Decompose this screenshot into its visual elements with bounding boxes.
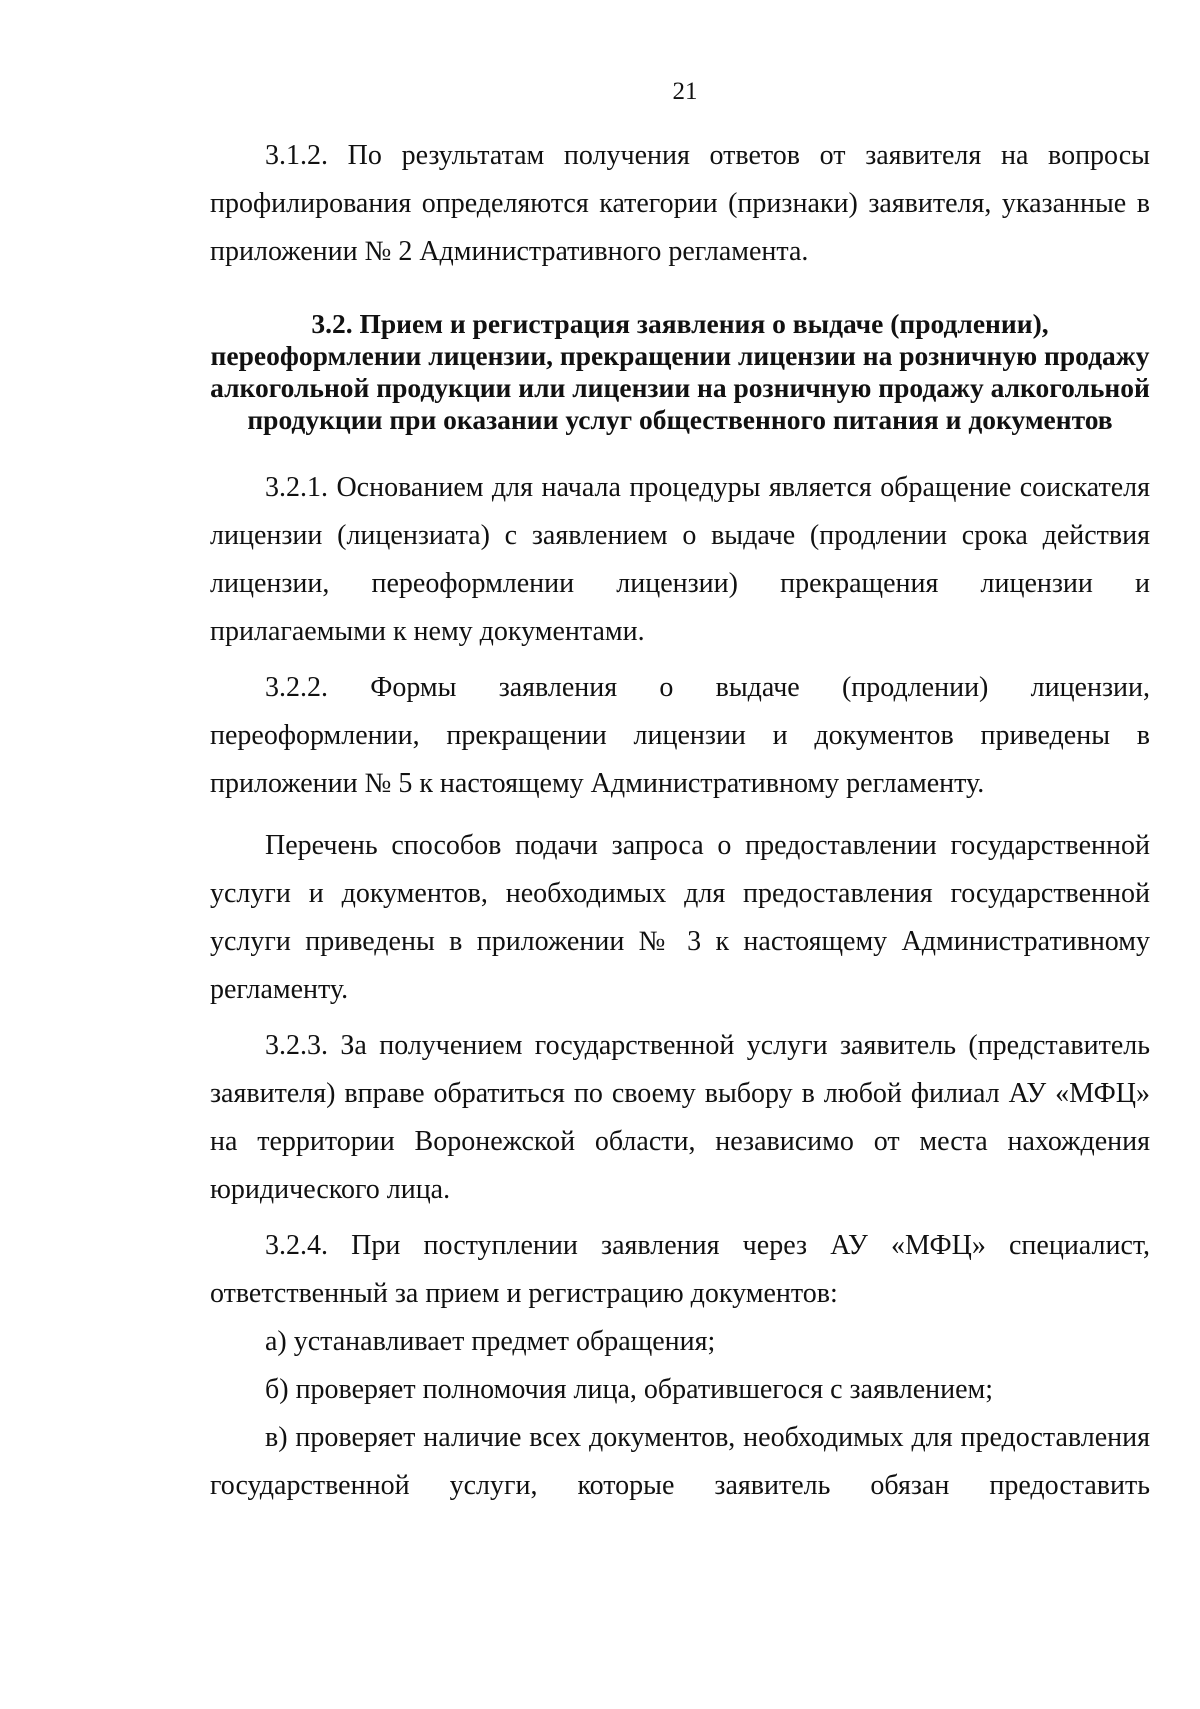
paragraph-3-2-2: 3.2.2. Формы заявления о выдаче (продлении) лицензии, переоформлении, прекращении лицензии и документов приведены в приложении № 5 к настоящему Административному регламенту.: [210, 672, 1150, 799]
paragraph-3-1-2: 3.1.2. По результатам получения ответов от заявителя на вопросы профилирования определяются категории (признаки) заявителя, указанные в приложении № 2 Административного регламента.: [210, 140, 1150, 267]
paragraph-3-2-4: 3.2.4. При поступлении заявления через АУ «МФЦ» специалист, ответственный за прием и регистрацию документов:: [210, 1230, 1150, 1309]
document-body: [210, 132, 1150, 1510]
paragraph-3-2-3: 3.2.3. За получением государственной услуги заявитель (представитель заявителя) вправе обратиться по своему выбору в любой филиал АУ «МФЦ» на территории Воронежской области, независимо от места нахождения юридического лица.: [210, 1030, 1150, 1205]
list-item-a: а) устанавливает предмет обращения;: [265, 1326, 716, 1357]
list-item-b: б) проверяет полномочия лица, обратившегося с заявлением;: [265, 1374, 994, 1405]
paragraph-3-2-1: 3.2.1. Основанием для начала процедуры является обращение соискателя лицензии (лицензиата) с заявлением о выдаче (продлении срока действия лицензии, переоформлении лицензии) прекращения лицензии и прилагаемыми к нему документами.: [210, 472, 1150, 647]
page-number: 21: [672, 78, 698, 105]
paragraph-submission-methods: Перечень способов подачи запроса о предоставлении государственной услуги и документов, необходимых для предоставления государственной услуги приведены в приложении № 3 к настоящему Административному регламенту.: [210, 830, 1150, 1005]
section-heading-3-2: 3.2. Прием и регистрация заявления о выдаче (продлении), переоформлении лицензии, прекращении лицензии на розничную продажу алкогольной продукции или лицензии на розничную продажу алкогольной продукции при оказании услуг общественного питания и документов: [210, 308, 1150, 435]
list-item-v: в) проверяет наличие всех документов, необходимых для предоставления государственной услуги, которые заявитель обязан предоставить: [210, 1422, 1150, 1501]
